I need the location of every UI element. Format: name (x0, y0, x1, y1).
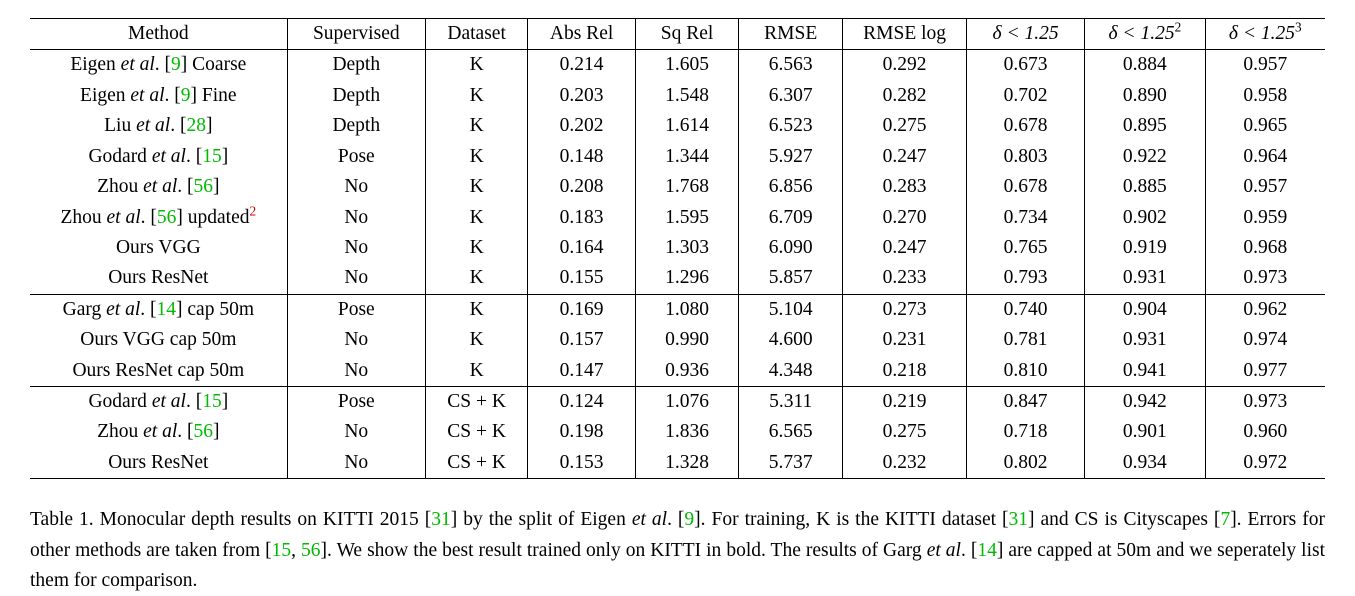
caption-part-10: ] are capped at 50m and we seperately list them for comparison. (30, 539, 1326, 591)
cell-supervised: No (287, 417, 425, 447)
column-header-abs-rel: Abs Rel (528, 19, 635, 50)
caption-cite-9[interactable]: 9 (684, 509, 695, 531)
cell-delta-3: 0.973 (1205, 263, 1325, 294)
method-name: Zhou (97, 421, 144, 443)
column-header-delta-1 (967, 19, 1085, 50)
table-row (30, 203, 1325, 233)
cell-delta-1: 0.740 (967, 294, 1085, 325)
cell-method (30, 448, 287, 479)
cell-delta-3: 0.959 (1205, 203, 1325, 233)
method-italic: et al (151, 391, 186, 413)
column-header-delta-2 (1085, 19, 1205, 50)
cell-sq-rel: 1.080 (635, 294, 739, 325)
cell-rmse: 5.737 (739, 448, 843, 479)
cell-method (30, 142, 287, 172)
cell-supervised: No (287, 325, 425, 355)
method-bracket-open: . [ (140, 206, 157, 228)
method-bracket-open: . [ (185, 145, 203, 167)
cell-delta-1: 0.765 (967, 233, 1085, 263)
cell-delta-3: 0.972 (1205, 448, 1325, 479)
cell-method (30, 294, 287, 325)
cell-delta-1: 0.803 (967, 142, 1085, 172)
caption-cite-56[interactable]: 56 (301, 539, 321, 561)
method-citation[interactable]: 56 (193, 421, 214, 443)
cell-sq-rel: 1.344 (635, 142, 739, 172)
cell-sq-rel: 1.614 (635, 111, 739, 141)
cell-dataset: K (425, 325, 527, 355)
caption-italic-etal-2: et al (926, 539, 961, 561)
caption-part-1: Table 1. Monocular depth results on KITTI 2015 [ (30, 509, 432, 531)
cell-rmse-log: 0.247 (843, 142, 967, 172)
cell-sq-rel: 1.296 (635, 263, 739, 294)
column-header-delta-3 (1205, 19, 1325, 50)
method-citation[interactable]: 56 (193, 176, 214, 198)
method-citation[interactable]: 15 (202, 391, 222, 413)
method-bracket-open: . [ (154, 54, 172, 76)
cell-abs-rel: 0.164 (528, 233, 635, 263)
cell-delta-3: 0.957 (1205, 50, 1325, 81)
caption-cite-31b[interactable]: 31 (1008, 509, 1028, 531)
cell-delta-2: 0.895 (1085, 111, 1205, 141)
cell-rmse-log: 0.232 (843, 448, 967, 479)
cell-rmse: 6.090 (739, 233, 843, 263)
caption-part-3: . [ (667, 509, 685, 531)
cell-method (30, 111, 287, 141)
cell-delta-1: 0.718 (967, 417, 1085, 447)
delta-3-exponent: 3 (1295, 19, 1302, 35)
cell-sq-rel: 0.936 (635, 356, 739, 387)
method-name: Godard (88, 391, 152, 413)
table-caption (30, 505, 1325, 596)
cell-delta-2: 0.931 (1085, 263, 1205, 294)
cell-rmse-log: 0.218 (843, 356, 967, 387)
method-suffix: ] Fine (190, 84, 237, 106)
cell-sq-rel: 1.303 (635, 233, 739, 263)
cell-delta-2: 0.902 (1085, 203, 1205, 233)
cell-rmse: 6.523 (739, 111, 843, 141)
cell-rmse: 5.857 (739, 263, 843, 294)
header-row (30, 19, 1325, 50)
cell-method (30, 233, 287, 263)
method-name: Eigen (70, 54, 121, 76)
cell-delta-1: 0.847 (967, 387, 1085, 418)
method-citation[interactable]: 9 (171, 54, 181, 76)
cell-dataset: CS + K (425, 417, 527, 447)
cell-delta-3: 0.960 (1205, 417, 1325, 447)
cell-delta-3: 0.957 (1205, 172, 1325, 202)
cell-sq-rel: 1.076 (635, 387, 739, 418)
cell-rmse-log: 0.219 (843, 387, 967, 418)
cell-rmse-log: 0.282 (843, 81, 967, 111)
cell-delta-1: 0.802 (967, 448, 1085, 479)
column-header-dataset: Dataset (425, 19, 527, 50)
cell-abs-rel: 0.183 (528, 203, 635, 233)
cell-supervised: Pose (287, 142, 425, 172)
cell-delta-1: 0.678 (967, 172, 1085, 202)
table-row (30, 50, 1325, 81)
method-name: Ours ResNet cap 50m (72, 359, 245, 381)
caption-part-2: ] by the split of Eigen (450, 509, 632, 531)
cell-rmse: 6.565 (739, 417, 843, 447)
cell-rmse-log: 0.275 (843, 417, 967, 447)
cell-abs-rel: 0.147 (528, 356, 635, 387)
cell-method (30, 172, 287, 202)
caption-part-4: ]. For training, K is the KITTI dataset [ (694, 509, 1009, 531)
caption-part-7: , (291, 539, 302, 561)
method-suffix: ] (221, 391, 229, 413)
table-row (30, 417, 1325, 447)
table-body (30, 50, 1325, 479)
table-row (30, 111, 1325, 141)
method-suffix: ] (205, 115, 213, 137)
cell-rmse: 5.927 (739, 142, 843, 172)
cell-delta-2: 0.934 (1085, 448, 1205, 479)
cell-dataset: K (425, 142, 527, 172)
cell-delta-2: 0.942 (1085, 387, 1205, 418)
cell-abs-rel: 0.124 (528, 387, 635, 418)
cell-supervised: Depth (287, 50, 425, 81)
cell-delta-2: 0.890 (1085, 81, 1205, 111)
cell-rmse: 6.563 (739, 50, 843, 81)
cell-abs-rel: 0.153 (528, 448, 635, 479)
table-row (30, 294, 1325, 325)
cell-delta-2: 0.931 (1085, 325, 1205, 355)
cell-abs-rel: 0.198 (528, 417, 635, 447)
cell-dataset: CS + K (425, 448, 527, 479)
cell-sq-rel: 0.990 (635, 325, 739, 355)
cell-rmse: 6.709 (739, 203, 843, 233)
method-bracket-open: . [ (185, 391, 203, 413)
cell-sq-rel: 1.768 (635, 172, 739, 202)
column-header-supervised: Supervised (287, 19, 425, 50)
table-row (30, 263, 1325, 294)
cell-rmse-log: 0.231 (843, 325, 967, 355)
cell-delta-3: 0.974 (1205, 325, 1325, 355)
cell-abs-rel: 0.214 (528, 50, 635, 81)
cell-delta-2: 0.901 (1085, 417, 1205, 447)
cell-dataset: K (425, 203, 527, 233)
table-row (30, 142, 1325, 172)
cell-sq-rel: 1.595 (635, 203, 739, 233)
method-bracket-open: . [ (177, 176, 194, 198)
cell-supervised: Pose (287, 387, 425, 418)
method-italic: et al (106, 206, 141, 228)
caption-cite-15[interactable]: 15 (271, 539, 292, 561)
cell-rmse-log: 0.292 (843, 50, 967, 81)
cell-method (30, 417, 287, 447)
method-bracket-open: . [ (140, 298, 157, 320)
column-header-rmse-log: RMSE log (843, 19, 967, 50)
cell-dataset: K (425, 111, 527, 141)
cell-delta-2: 0.941 (1085, 356, 1205, 387)
cell-rmse: 6.856 (739, 172, 843, 202)
cell-abs-rel: 0.208 (528, 172, 635, 202)
method-name: Ours VGG (115, 236, 201, 258)
cell-delta-2: 0.919 (1085, 233, 1205, 263)
method-italic: et al (143, 176, 178, 198)
method-citation[interactable]: 28 (186, 115, 206, 137)
cell-delta-1: 0.734 (967, 203, 1085, 233)
method-suffix: ] (221, 145, 229, 167)
table-header (30, 19, 1325, 50)
column-header-method: Method (30, 19, 287, 50)
caption-cite-14[interactable]: 14 (977, 539, 997, 561)
caption-part-9: . [ (960, 539, 978, 561)
method-italic: et al (106, 298, 141, 320)
caption-part-8: ]. We show the best result trained only on KITTI in bold. The results of Garg (320, 539, 927, 561)
cell-delta-1: 0.678 (967, 111, 1085, 141)
cell-rmse-log: 0.270 (843, 203, 967, 233)
method-name: Ours VGG cap 50m (80, 329, 237, 351)
cell-dataset: K (425, 50, 527, 81)
cell-dataset: K (425, 356, 527, 387)
table-row (30, 233, 1325, 263)
caption-part-5: ] and CS is Cityscapes [ (1028, 509, 1221, 531)
method-name: Liu (104, 115, 137, 137)
method-citation[interactable]: 56 (156, 206, 177, 228)
cell-dataset: K (425, 81, 527, 111)
cell-abs-rel: 0.202 (528, 111, 635, 141)
cell-delta-2: 0.885 (1085, 172, 1205, 202)
method-name: Zhou (97, 176, 144, 198)
method-name: Garg (62, 298, 107, 320)
cell-sq-rel: 1.548 (635, 81, 739, 111)
method-footnote-marker: 2 (249, 203, 257, 219)
cell-sq-rel: 1.328 (635, 448, 739, 479)
cell-delta-2: 0.904 (1085, 294, 1205, 325)
delta-3-label: δ < 1.25 (1228, 23, 1295, 44)
cell-supervised: No (287, 263, 425, 294)
method-citation[interactable]: 15 (202, 145, 222, 167)
column-header-sq-rel: Sq Rel (635, 19, 739, 50)
cell-rmse: 4.348 (739, 356, 843, 387)
cell-supervised: No (287, 233, 425, 263)
table-row (30, 81, 1325, 111)
delta-2-exponent: 2 (1174, 19, 1182, 35)
cell-supervised: No (287, 448, 425, 479)
cell-rmse: 6.307 (739, 81, 843, 111)
cell-delta-3: 0.977 (1205, 356, 1325, 387)
cell-supervised: Depth (287, 111, 425, 141)
cell-method (30, 50, 287, 81)
method-suffix: ] Coarse (180, 54, 247, 76)
cell-supervised: Depth (287, 81, 425, 111)
cell-supervised: No (287, 356, 425, 387)
method-suffix: ] cap 50m (176, 298, 254, 320)
method-italic: et al (130, 84, 165, 106)
cell-rmse: 5.311 (739, 387, 843, 418)
delta-1-label: δ < 1.25 (992, 23, 1059, 44)
caption-cite-7[interactable]: 7 (1220, 509, 1231, 531)
cell-supervised: No (287, 203, 425, 233)
cell-delta-3: 0.958 (1205, 81, 1325, 111)
method-bracket-open: . [ (164, 84, 181, 106)
caption-cite-31a[interactable]: 31 (431, 509, 451, 531)
cell-delta-3: 0.973 (1205, 387, 1325, 418)
cell-delta-1: 0.810 (967, 356, 1085, 387)
cell-delta-2: 0.922 (1085, 142, 1205, 172)
caption-italic-etal-1: et al (631, 509, 668, 531)
cell-sq-rel: 1.605 (635, 50, 739, 81)
cell-dataset: K (425, 233, 527, 263)
cell-method (30, 81, 287, 111)
cell-rmse-log: 0.275 (843, 111, 967, 141)
cell-dataset: K (425, 172, 527, 202)
column-header-rmse: RMSE (739, 19, 843, 50)
table-row (30, 448, 1325, 479)
cell-method (30, 325, 287, 355)
method-name: Zhou (60, 206, 107, 228)
cell-rmse-log: 0.283 (843, 172, 967, 202)
cell-dataset: K (425, 294, 527, 325)
cell-abs-rel: 0.148 (528, 142, 635, 172)
cell-method (30, 356, 287, 387)
cell-delta-3: 0.962 (1205, 294, 1325, 325)
cell-rmse-log: 0.247 (843, 233, 967, 263)
cell-delta-3: 0.964 (1205, 142, 1325, 172)
cell-abs-rel: 0.169 (528, 294, 635, 325)
method-italic: et al (143, 421, 178, 443)
cell-rmse-log: 0.273 (843, 294, 967, 325)
method-italic: et al (151, 145, 186, 167)
method-name: Ours ResNet (108, 267, 209, 289)
method-name: Eigen (80, 84, 131, 106)
method-name: Ours ResNet (108, 451, 209, 473)
table-row (30, 387, 1325, 418)
method-italic: et al (136, 115, 171, 137)
results-table (30, 18, 1325, 479)
cell-rmse: 4.600 (739, 325, 843, 355)
cell-delta-3: 0.968 (1205, 233, 1325, 263)
table-row (30, 356, 1325, 387)
cell-supervised: No (287, 172, 425, 202)
cell-delta-1: 0.781 (967, 325, 1085, 355)
cell-delta-2: 0.884 (1085, 50, 1205, 81)
table-row (30, 325, 1325, 355)
cell-sq-rel: 1.836 (635, 417, 739, 447)
delta-2-label: δ < 1.25 (1108, 23, 1175, 44)
caption-part-6: ]. Errors for other methods are taken from [ (30, 509, 1326, 561)
cell-dataset: K (425, 263, 527, 294)
method-suffix: ] (213, 421, 220, 443)
method-suffix: ] updated (176, 206, 250, 228)
method-bracket-open: . [ (170, 115, 187, 137)
method-name: Godard (88, 145, 152, 167)
table-row (30, 172, 1325, 202)
cell-delta-1: 0.673 (967, 50, 1085, 81)
cell-dataset: CS + K (425, 387, 527, 418)
cell-rmse: 5.104 (739, 294, 843, 325)
cell-method (30, 263, 287, 294)
cell-method (30, 203, 287, 233)
cell-delta-1: 0.702 (967, 81, 1085, 111)
cell-abs-rel: 0.203 (528, 81, 635, 111)
cell-method (30, 387, 287, 418)
cell-delta-3: 0.965 (1205, 111, 1325, 141)
method-citation[interactable]: 14 (156, 298, 177, 320)
cell-supervised: Pose (287, 294, 425, 325)
cell-abs-rel: 0.157 (528, 325, 635, 355)
cell-delta-1: 0.793 (967, 263, 1085, 294)
cell-abs-rel: 0.155 (528, 263, 635, 294)
cell-rmse-log: 0.233 (843, 263, 967, 294)
method-suffix: ] (213, 176, 220, 198)
method-bracket-open: . [ (177, 421, 194, 443)
method-citation[interactable]: 9 (180, 84, 191, 106)
method-italic: et al (120, 54, 155, 76)
